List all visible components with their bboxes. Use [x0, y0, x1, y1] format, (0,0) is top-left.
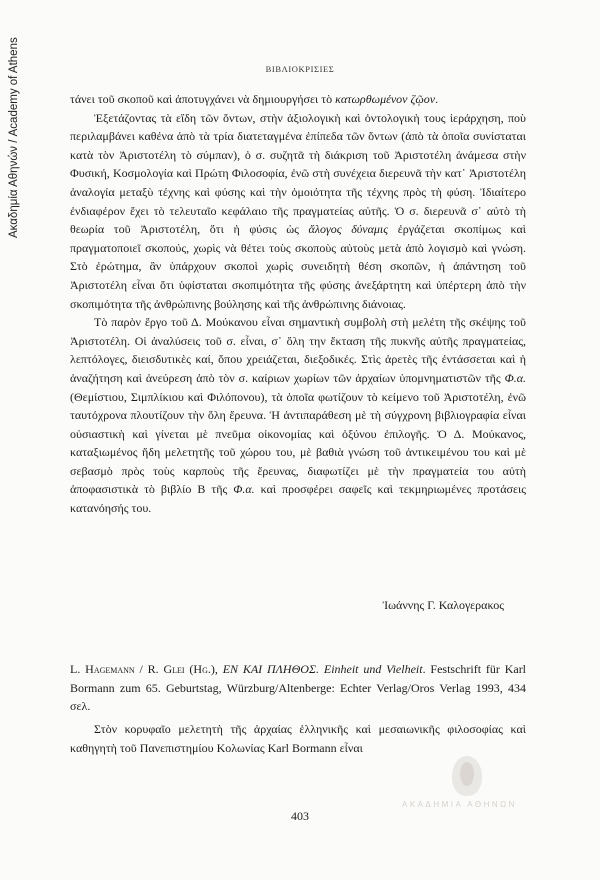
archive-stamp: Ακαδημία Αθηνών / Academy of Athens [8, 37, 20, 238]
review-body [70, 90, 526, 518]
page-number: 403 [291, 809, 309, 823]
reviewer-signature: Ἰωάννης Γ. Καλογερακος [382, 598, 504, 612]
reference-title-greek: ΕΝ ΚΑΙ ΠΛΗΘΟΣ. [222, 662, 320, 676]
reference-title-german: Einheit und Vielheit [323, 662, 423, 676]
book-reference [70, 660, 526, 716]
academy-seal-watermark-icon [452, 756, 482, 796]
paragraph-2: Τὸ παρὸν ἔργο τοῦ Δ. Μούκανου εἶναι σημαντικὴ συμβολὴ στὴ μελέτη τῆς σκέψης τοῦ Ἀριστοτέλη. Οἱ ἀναλύσεις τοῦ σ. εἶναι, σ᾽ ὅλη την ἔκταση τῆς πυκνῆς αὐτῆς πραγματείας, λεπτόλογες, διεισδυτικὲς καί, ὅπου χρειάζεται, διεξοδικές. Στὶς ἀρετὲς τῆς ἐντάσσεται καὶ ἡ ἀναζήτηση καὶ ἀνεύρεση ἀπὸ τὸν σ. καίριων χωρίων τῶν ἀρχαίων ὑπομνηματιστῶν τῆς Φ.α. (Θεμίστιου, Σιμπλίκιου καὶ Φιλόπονου), τὰ ὁποῖα φωτίζουν τὸ κείμενο τοῦ Ἀριστοτέλη, ἐνῶ ταυτόχρονα πλουτίζουν τὴν ὅλη ἔρευνα. Ἡ ἀντιπαράθεση μὲ τὴ σύγχρονη βιβλιογραφία εἶναι οὐσιαστικὴ καὶ γίνεται μὲ πνεῦμα οἰκονομίας καὶ ὀξύνου ἐπιλογῆς. Ὁ Δ. Μούκανος, καταξιωμένος ἤδη μελετητῆς τοῦ χώρου του, μὲ βαθιὰ γνώση τοῦ ἀντικειμένου του καὶ μὲ σεβασμὸ πρὸς τοὺς καρποὺς τῆς ἔρευνας, διαφωτίζει μὲ τὴν πραγματεία του αὐτὴ ἀποφασιστικὰ τὸ βιβλίο B τῆς Φ.α. καὶ προσφέρει σαφεῖς καὶ τεκμηριωμένες προτάσεις κατανόησής του. [70, 315, 526, 516]
paragraph-1: Ἐξετάζοντας τὰ εἴδη τῶν ὄντων, στὴν ἀξιολογικὴ καὶ ὀντολογικὴ τους ἱεράρχηση, ποὺ περιλαμβάνει καθένα ἀπὸ τὰ τρία διατεταγμένα ἐπίπεδα τῶν ὄντων (ἀπὸ τὰ ὁποῖα συνίσταται κατὰ τὸν Ἀριστοτέλη τὸ σύμπαν), ὁ σ. συζητᾶ τὴ διάκριση τοῦ Ἀριστοτέλη ἀνάμεσα στὴν Φυσική, Κοσμολογία καὶ Πρώτη Φιλοσοφία, ἐνῶ στὴ συνέχεια διερευνᾶ τὴν κατ᾽ Ἀριστοτέλη ἀναλογία μεταξὺ τέχνης καὶ φύσης καὶ τὴν ὁμοιότητα τῆς τέχνης πρὸς τὴ φύση. Ἰδιαίτερο ἐνδιαφέρον ἔχει τὸ τελευταῖο κεφάλαιο τῆς πραγματείας αὐτῆς. Ὁ σ. διερευνᾶ σ᾽ αὐτὸ τὴ θεωρία τοῦ Ἀριστοτέλη, ὅτι ἡ φύσις ὡς ἄλογος δύναμις ἐργάζεται σκοπίμως καὶ πραγματοποιεῖ σκοπούς, χωρὶς νὰ θέτει τοὺς σκοποὺς αὐτοὺς μετὰ ἀπὸ λογισμὸ καὶ γνώση. Στὸ ἐρώτημα, ἂν ὑπάρχουν σκοποὶ χωρὶς συνειδητὴ θέση σκοπῶν, ἡ ἀπάντηση τοῦ Ἀριστοτέλη εἶναι ὅτι ὑφίσταται σκοπιμότητα τῆς φύσης ἀνεξάρτητη καὶ ὑπέρτερη ἀπὸ τὴν σκοπιμότητα τῆς ἀνθρώπινης βούλησης καὶ τῆς ἀνθρώπινης διάνοιας. [70, 110, 526, 311]
running-header: ΒΙΒΛΙΟΚΡΙΣΙΕΣ [265, 64, 335, 74]
academy-watermark: ΑΚΑΔΗΜΙΑ ΑΘΗΝΩΝ [402, 800, 517, 809]
opening-line: τάνει τοῦ σκοποῦ καὶ ἀποτυγχάνει νὰ δημιουργήσει τὸ κατωρθωμένον ζῷον. [70, 92, 439, 106]
reference-details: . Festschrift für Karl Bormann zum 65. Geburtstag, Würzburg/Altenberge: Echter Verlag/Oros Verlag 1993, 434 σελ. [70, 662, 527, 714]
next-review: Στὸν κορυφαῖο μελετητὴ τῆς ἀρχαίας ἑλληνικῆς καὶ μεσαιωνικῆς φιλοσοφίας καὶ καθηγητὴ τοῦ Πανεπιστημίου Κολωνίας Karl Bormann εἶναι [70, 722, 526, 755]
reference-authors: L. Hagemann / R. Glei (Hg.), [70, 662, 218, 676]
